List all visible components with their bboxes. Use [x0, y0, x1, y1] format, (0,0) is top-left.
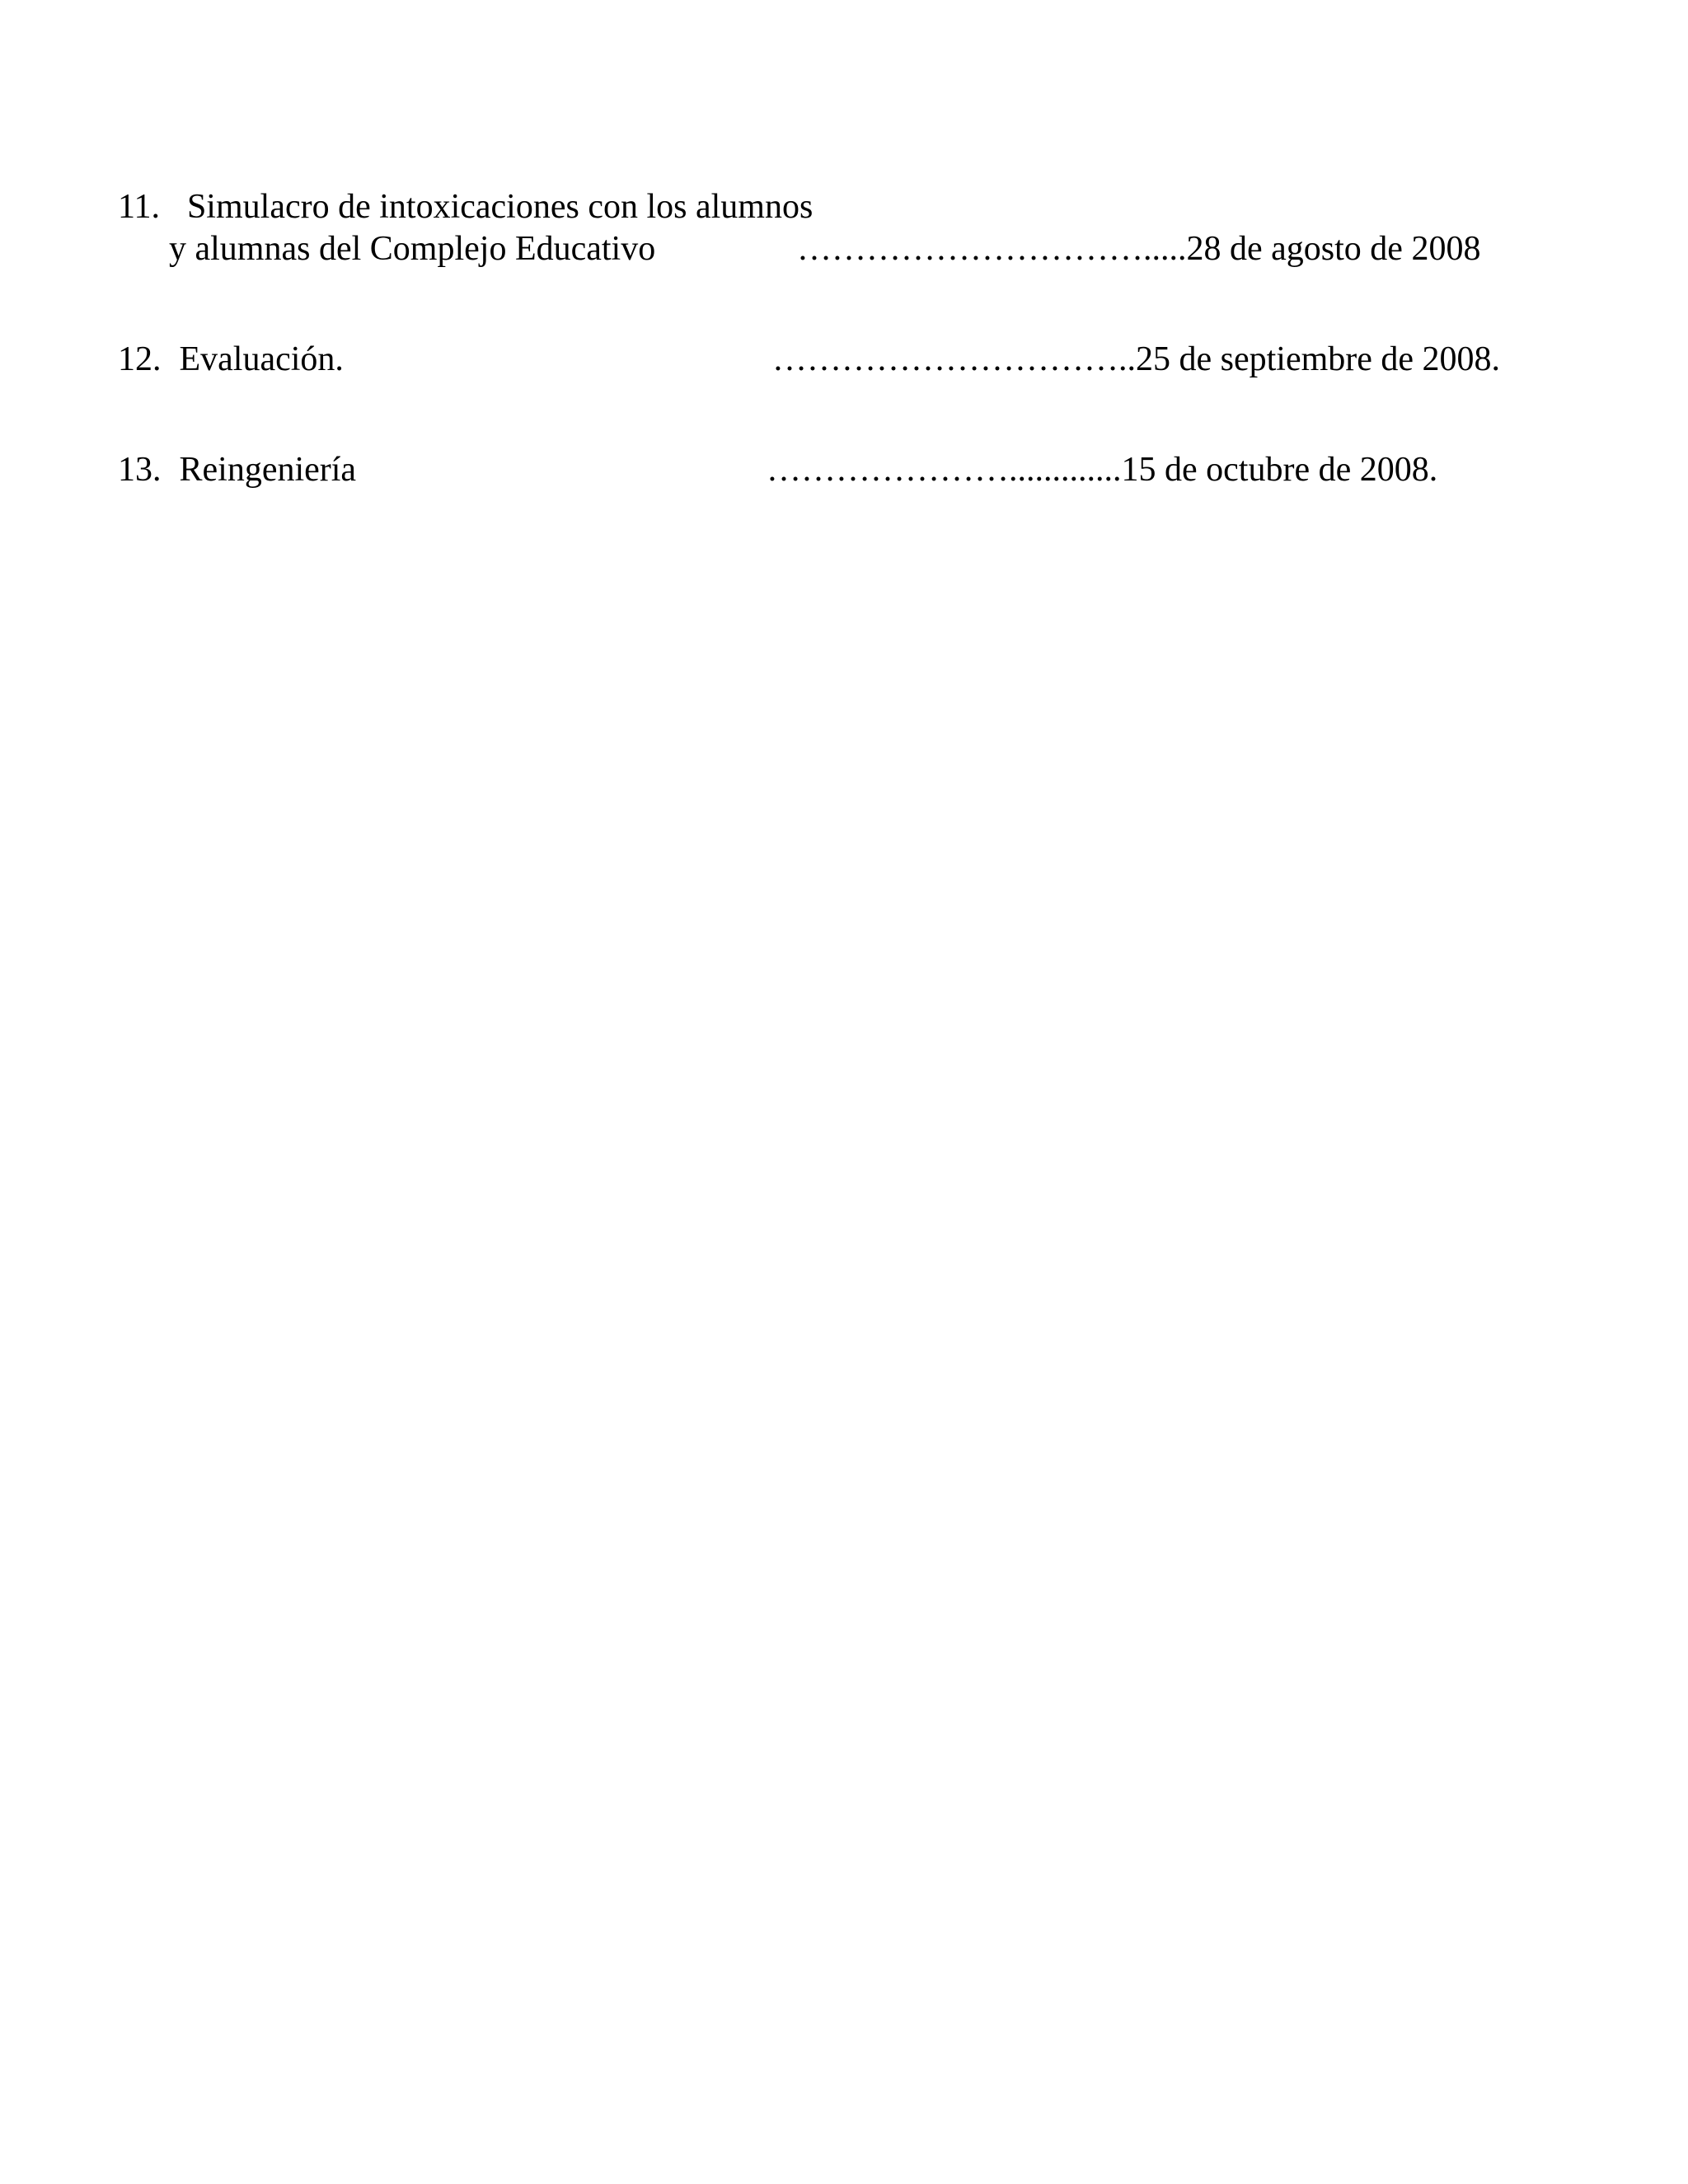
item-11-title-line1: [118, 186, 813, 227]
item-13-title: [118, 449, 356, 490]
item-12-text: Evaluación.: [179, 340, 344, 378]
item-13-text: Reingeniería: [179, 451, 357, 489]
item-12-date: …………………………..25 de septiembre de 2008.: [772, 340, 1501, 378]
item-11-number: 11.: [118, 188, 160, 226]
item-12-title: [118, 339, 344, 380]
item-12-number: 12.: [118, 340, 162, 378]
item-13-date: ………………….............15 de octubre de 2008.: [767, 451, 1438, 489]
item-11-title-line2: y alumnas del Complejo Educativo: [169, 230, 656, 268]
item-13-number: 13.: [118, 451, 162, 489]
item-11-text-line1: Simulacro de intoxicaciones con los alumnos: [186, 188, 814, 226]
item-11-date: ………………………….....28 de agosto de 2008: [797, 230, 1481, 268]
